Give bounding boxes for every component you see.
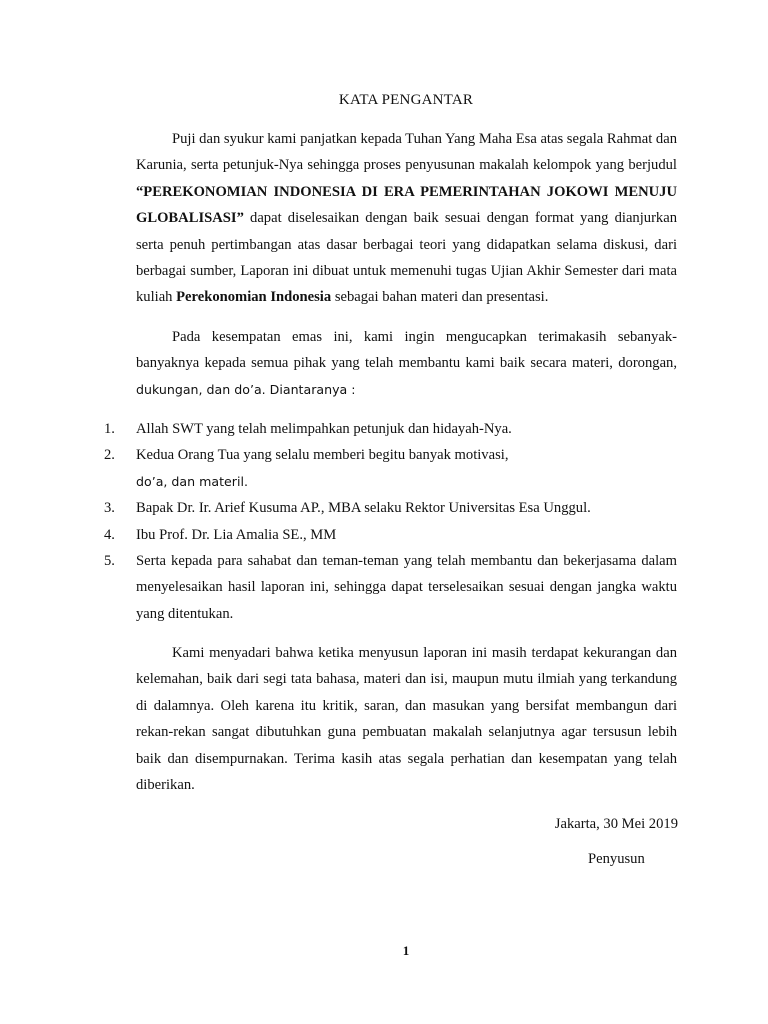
- list-item-continuation: do’a, dan materil.: [136, 473, 248, 489]
- list-item-number: 5.: [104, 553, 115, 570]
- list-item-text: Bapak Dr. Ir. Arief Kusuma AP., MBA selaku Rektor Universitas Esa Unggul.: [136, 500, 591, 517]
- intro-text-b: dapat diselesaikan dengan baik sesuai dengan format yang dianjurkan serta penuh pertimbangan atas dasar berbagai teori yang didapatkan selama diskusi, dari berbagai sumber, Laporan ini dibuat untuk memenuhi tugas Ujian Akhir Semester dari mata kuliah: [136, 210, 677, 306]
- place-date: Jakarta, 30 Mei 2019: [554, 816, 678, 832]
- list-item-number: 2.: [104, 447, 115, 464]
- list-item-number: 4.: [104, 526, 115, 543]
- thanks-text: Pada kesempatan emas ini, kami ingin mengucapkan terimakasih sebanyak-banyaknya kepada semua pihak yang telah membantu kami baik secara materi, dorongan,: [136, 329, 677, 372]
- closing-paragraph: Kami menyadari bahwa ketika menyusun laporan ini masih terdapat kekurangan dan kelemahan, baik dari segi tata bahasa, materi dan isi, maupun mutu ilmiah yang terkandung di dalamnya. Oleh karena itu kritik, saran, dan masukan yang bersifat membangun dari rekan-rekan sangat dibutuhkan guna pembuatan makalah selanjutnya agar tersusun lebih baik dan disempurnakan. Terima kasih atas segala perhatian dan kesempatan yang telah diberikan.: [136, 645, 677, 794]
- intro-paragraph: [136, 126, 677, 311]
- intro-text-a: Puji dan syukur kami panjatkan kepada Tuhan Yang Maha Esa atas segala Rahmat dan Karunia, serta petunjuk-Nya sehingga proses penyusunan makalah kelompok yang berjudul: [136, 131, 678, 174]
- thanks-text-tail: dukungan, dan do’a. Diantaranya :: [136, 381, 356, 397]
- acknowledgement-list: [104, 416, 677, 627]
- list-item: [104, 548, 677, 627]
- list-item: [104, 522, 677, 548]
- list-item-text: Ibu Prof. Dr. Lia Amalia SE., MM: [136, 526, 337, 543]
- signer-label: Penyusun: [588, 851, 645, 867]
- page-number: 1: [402, 943, 410, 958]
- thanks-paragraph: [136, 324, 677, 403]
- document-title: KATA PENGANTAR: [338, 92, 474, 108]
- report-title-bold: “PEREKONOMIAN INDONESIA DI ERA PEMERINTAHAN JOKOWI MENUJU GLOBALISASI”: [136, 183, 677, 227]
- list-item: [104, 495, 677, 521]
- list-item: [104, 442, 677, 495]
- list-item-number: 3.: [104, 500, 115, 517]
- course-name-bold: Perekonomian Indonesia: [176, 289, 332, 306]
- list-item-text: Allah SWT yang telah melimpahkan petunjuk dan hidayah-Nya.: [136, 421, 512, 437]
- list-item: [104, 416, 677, 442]
- list-item-text: Serta kepada para sahabat dan teman-teman yang telah membantu dan bekerjasama dalam menyelesaikan hasil laporan ini, sehingga dapat terselesaikan sesuai dengan jangka waktu yang ditentukan.: [136, 553, 677, 622]
- intro-text-c: sebagai bahan materi dan presentasi.: [331, 289, 549, 306]
- list-item-number: 1.: [104, 421, 115, 437]
- list-item-text: Kedua Orang Tua yang selalu memberi begitu banyak motivasi,: [136, 447, 509, 464]
